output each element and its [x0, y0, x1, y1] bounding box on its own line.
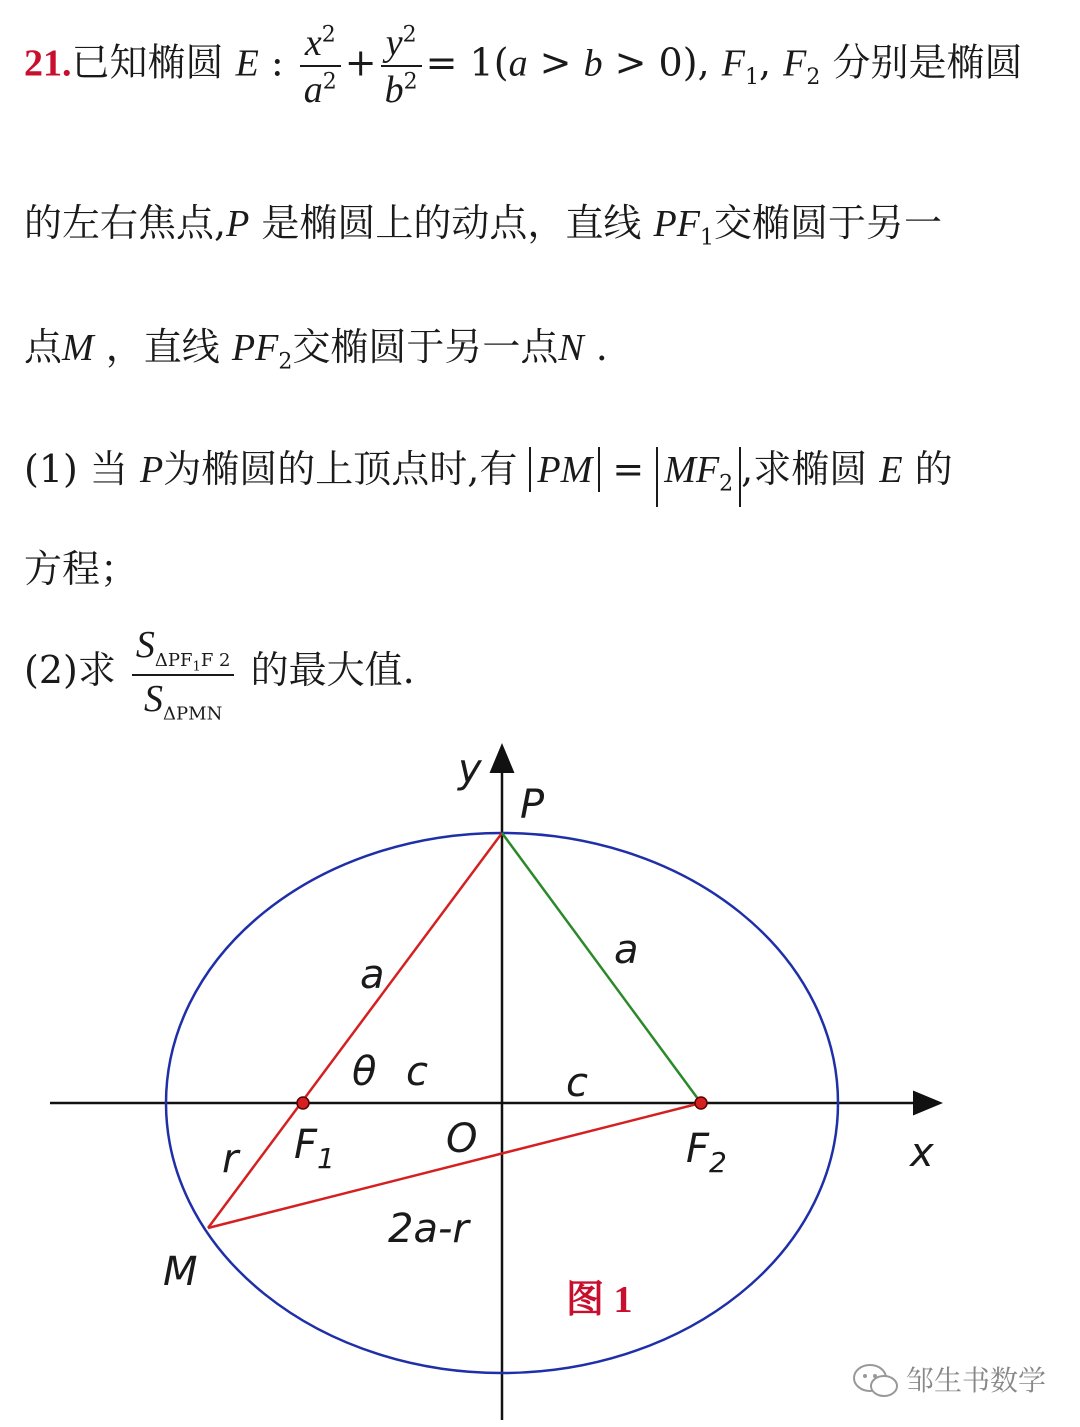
text-segment: 交椭圆于另一点 — [292, 325, 559, 369]
text-segment: 点 — [24, 325, 63, 369]
label-a-left: a — [360, 952, 385, 998]
label-r: r — [222, 1136, 239, 1182]
label-2a-minus-r: 2a-r — [388, 1206, 469, 1252]
text-segment: 是椭圆上的动点，直线 — [261, 201, 642, 245]
intro-text-2: 分别是椭圆 — [832, 40, 1023, 85]
label-c-right: c — [566, 1060, 588, 1106]
area-ratio-fraction: $\frac{S_{\Delta PF_1F 2}}{S_{\Delta PMN}}$ — [132, 622, 235, 725]
text-segment: 的 — [914, 447, 953, 491]
x-axis-label: x — [910, 1130, 934, 1176]
origin-label: O — [446, 1116, 478, 1162]
wechat-icon — [854, 1365, 897, 1396]
problem-number: 21. — [24, 42, 72, 85]
text-segment: 的左右焦点, — [24, 201, 227, 245]
label-a-right: a — [614, 927, 639, 973]
text-segment: 为椭圆的上顶点时,有 — [163, 447, 518, 491]
segment-pf2 — [502, 833, 701, 1103]
text-segment: 的最大值. — [250, 647, 415, 692]
focus-f1-point — [297, 1097, 309, 1109]
fraction-y: $\frac{y^2}{b^2}$ — [381, 20, 422, 112]
abs-pm: PM — [529, 447, 600, 492]
abs-mf2: $MF_2$ — [656, 447, 741, 507]
focus-f2-label: $F_2$ — [686, 1126, 727, 1179]
point-m-label: M — [163, 1249, 198, 1295]
part-1-cont: 方程； — [24, 547, 139, 591]
watermark-text: 邹生书数学 — [906, 1364, 1047, 1397]
label-c-left: c — [406, 1049, 428, 1095]
part-1: (1) 当 P为椭圆的上顶点时,有 PM = $MF_2$ ,求椭圆 E 的 — [24, 438, 953, 507]
point-p-label: P — [520, 782, 545, 828]
text-segment: (1) 当 — [24, 447, 128, 491]
problem-line-1: 21.已知椭圆 E : $\frac{x^2}{a^2}$ + $\frac{y^2}{b^2}$ = 1(a > b > 0), $F_1$, $F_2$ 分别是椭圆 — [24, 22, 1023, 111]
problem-line-2: 的左右焦点,P 是椭圆上的动点，直线 $PF_1$交椭圆于另一 — [24, 201, 942, 251]
segment-pm — [208, 833, 502, 1228]
label-theta: θ — [352, 1049, 377, 1095]
figure-caption: 图 1 — [566, 1279, 633, 1321]
text-segment: ，直线 — [105, 325, 220, 369]
y-axis-label: y — [458, 746, 482, 792]
text-segment: ,求椭圆 — [741, 447, 868, 491]
focus-f2-point — [695, 1097, 707, 1109]
fraction-x: $\frac{x^2}{a^2}$ — [300, 20, 341, 112]
text-segment: 交椭圆于另一 — [713, 201, 942, 245]
text-segment: (2)求 — [24, 647, 116, 692]
problem-line-3: 点M ，直线 $PF_2$交椭圆于另一点N . — [24, 325, 608, 375]
intro-text: 已知椭圆 — [71, 40, 224, 85]
focus-f1-label: $F_1$ — [294, 1122, 335, 1175]
